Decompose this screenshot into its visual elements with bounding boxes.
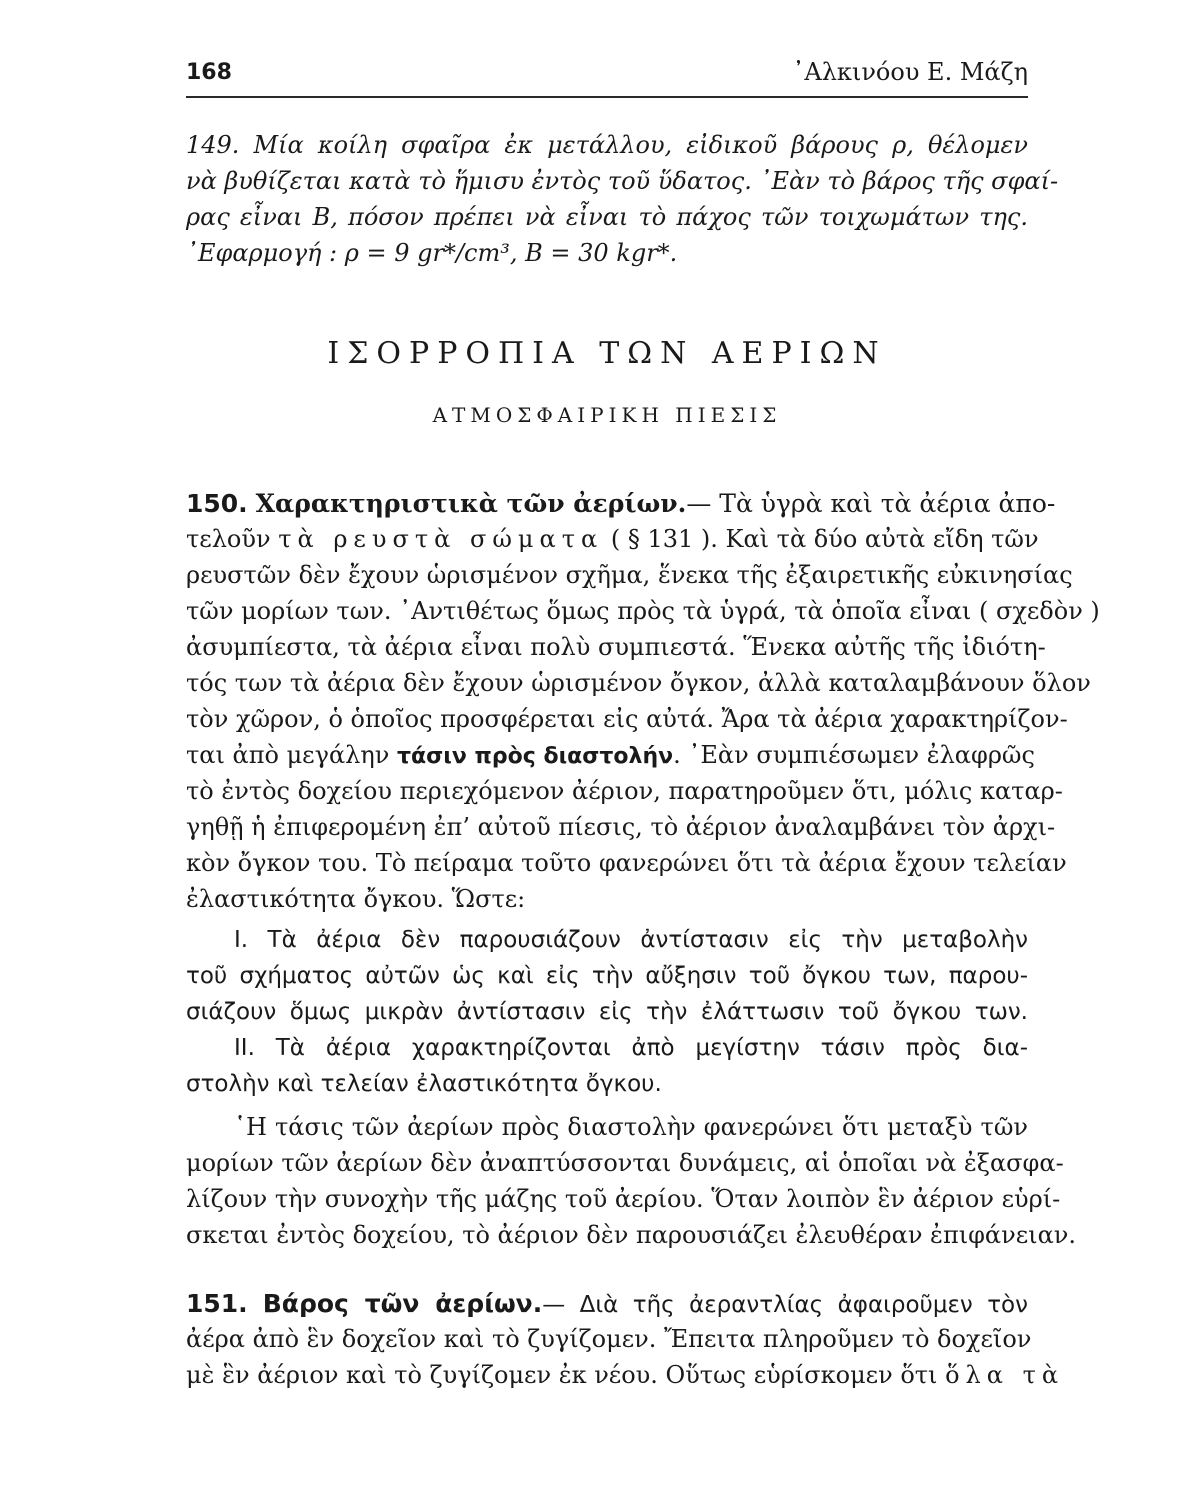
section-150-line-9: τὸ ἐντὸς δοχείου περιεχόμενον ἀέριον, παρατηροῦμεν ὅτι, μόλις καταρ- <box>186 777 1063 805</box>
section-151-title: Βάρος τῶν ἀερίων. <box>262 1289 543 1318</box>
problem-149-line-3: ρας εἶναι Β, πόσον πρέπει νὰ εἶναι τὸ πάχος τῶν τοιχωμάτων της. <box>186 203 1028 231</box>
section-150-line-8 <box>186 738 1035 774</box>
running-head: ᾿Αλκινόου Ε. Μάζη <box>792 58 1028 86</box>
section-151-line-1-rest: — Διὰ τῆς ἀεραντλίας ἀφαιροῦμεν τὸν <box>542 1292 1028 1318</box>
problem-149-line-1: 149. Μία κοίλη σφαῖρα ἐκ μετάλλου, εἰδικοῦ βάρους ρ, θέλομεν <box>186 131 1028 159</box>
section-150-line-6: τός των τὰ ἀέρια δὲν ἔχουν ὡρισμένον ὄγκον, ἀλλὰ καταλαμβάνουν ὅλον <box>186 669 1091 697</box>
section-150-line-4: τῶν μορίων των. ᾿Αντιθέτως ὅμως πρὸς τὰ ὑγρά, τὰ ὁποῖα εἶναι ( σχεδὸν ) <box>186 597 1100 625</box>
conclusion-1-line-3: σιάζουν ὅμως μικρὰν ἀντίστασιν εἰς τὴν ἐλάττωσιν τοῦ ὄγκου των. <box>186 999 1028 1025</box>
section-150-line-2-end: ( § 131 ). Καὶ τὰ δύο αὐτὰ εἴδη τῶν <box>610 525 1039 553</box>
section-151-line-3 <box>186 1358 1065 1393</box>
section-150-line-2-start: τελοῦν <box>186 525 271 553</box>
section-151-line-2: ἀέρα ἀπὸ ἓν δοχεῖον καὶ τὸ ζυγίζομεν. Ἔπειτα πληροῦμεν τὸ δοχεῖον <box>186 1325 1032 1353</box>
section-150-line-10: γηθῇ ἡ ἐπιφερομένη ἐπ’ αὐτοῦ πίεσις, τὸ ἀέριον ἀναλαμβάνει τὸν ἀρχι- <box>186 813 1056 841</box>
section-150-line-2 <box>186 522 1039 557</box>
section-150-line-3: ρευστῶν δὲν ἔχουν ὡρισμένον σχῆμα, ἕνεκα τῆς ἐξαιρετικῆς εὐκινησίας <box>186 561 1073 589</box>
section-150-line-11: κὸν ὄγκον του. Τὸ πείραμα τοῦτο φανερώνει ὅτι τὰ ἀέρια ἔχουν τελείαν <box>186 849 1067 877</box>
tension-line-1: ῾Η τάσις τῶν ἀερίων πρὸς διαστολὴν φανερώνει ὅτι μεταξὺ τῶν <box>234 1113 1028 1141</box>
section-150-line-8-end: . ᾿Εὰν συμπιέσωμεν ἐλαφρῶς <box>673 741 1035 769</box>
header-rule <box>186 96 1028 98</box>
section-150-number: 150. <box>186 489 248 518</box>
section-150-line-1 <box>186 486 1056 521</box>
section-151-spaced-term: ὅλα τὰ <box>945 1361 1065 1389</box>
tension-line-4: σκεται ἐντὸς δοχείου, τὸ ἀέριον δὲν παρουσιάζει ἐλευθέραν ἐπιφάνειαν. <box>186 1221 1076 1249</box>
tension-line-3: λίζουν τὴν συνοχὴν τῆς μάζης τοῦ ἀερίου. Ὅταν λοιπὸν ἓν ἀέριον εὑρί- <box>186 1185 1061 1213</box>
section-151-line-3-start: μὲ ἓν ἀέριον καὶ τὸ ζυγίζομεν ἐκ νέου. Οὕτως εὑρίσκομεν ὅτι <box>186 1361 938 1389</box>
tension-line-2: μορίων τῶν ἀερίων δὲν ἀναπτύσσονται δυνάμεις, αἱ ὁποῖαι νὰ ἐξασφα- <box>186 1149 1064 1177</box>
section-title: ΙΣΟΡΡΟΠΙΑ ΤΩΝ ΑΕΡΙΩΝ <box>327 336 887 371</box>
section-151-line-1 <box>186 1286 1028 1323</box>
conclusion-1-line-1: Ι. Τὰ ἀέρια δὲν παρουσιάζουν ἀντίστασιν εἰς τὴν μεταβολὴν <box>234 927 1028 953</box>
section-150-title: Χαρακτηριστικὰ τῶν ἀερίων. <box>255 489 687 518</box>
section-150-bold-term: τάσιν πρὸς διαστολήν <box>396 744 674 769</box>
page-header <box>186 58 1028 94</box>
section-150-line-7: τὸν χῶρον, ὁ ὁποῖος προσφέρεται εἰς αὐτά. Ἄρα τὰ ἀέρια χαρακτηρίζον- <box>186 705 1068 733</box>
conclusion-1-line-2: τοῦ σχήματος αὐτῶν ὡς καὶ εἰς τὴν αὔξησιν τοῦ ὄγκου των, παρου- <box>186 963 1028 989</box>
section-150-line-5: ἀσυμπίεστα, τὰ ἀέρια εἶναι πολὺ συμπιεστά. Ἕνεκα αὐτῆς τῆς ἰδιότη- <box>186 633 1046 661</box>
subsection-title: ΑΤΜΟΣΦΑΙΡΙΚΗ ΠΙΕΣΙΣ <box>432 403 782 427</box>
conclusion-2-line-1: ΙΙ. Τὰ ἀέρια χαρακτηρίζονται ἀπὸ μεγίστην τάσιν πρὸς δια- <box>234 1035 1028 1061</box>
section-150-spaced-term: τὰ ρευστὰ σώματα <box>278 525 604 553</box>
section-150-line-1-rest: — Τὰ ὑγρὰ καὶ τὰ ἀέρια ἀπο- <box>686 489 1056 518</box>
section-150-line-8-start: ται ἀπὸ μεγάλην <box>186 741 390 769</box>
conclusion-2-line-2: στολὴν καὶ τελείαν ἐλαστικότητα ὄγκου. <box>186 1071 662 1097</box>
problem-149-line-4: ᾿Εφαρμογή : ρ = 9 gr*/cm³, Β = 30 kgr*. <box>186 239 678 267</box>
page-number: 168 <box>186 60 232 85</box>
section-151-number: 151. <box>186 1289 248 1318</box>
section-150-line-12: ἐλαστικότητα ὄγκου. Ὥστε: <box>186 885 526 913</box>
problem-149-line-2: νὰ βυθίζεται κατὰ τὸ ἥμισυ ἐντὸς τοῦ ὕδατος. ᾿Εὰν τὸ βάρος τῆς σφαί- <box>186 167 1059 195</box>
